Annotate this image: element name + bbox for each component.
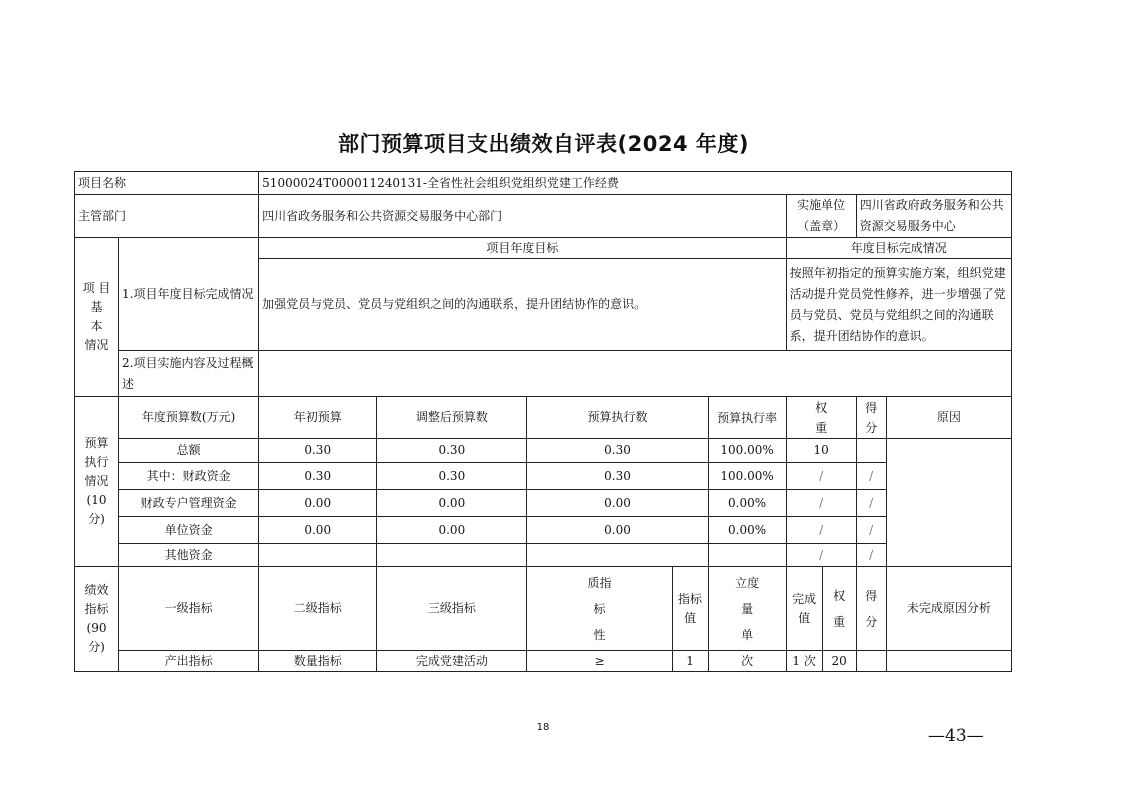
budget-row-adjusted: 0.30 bbox=[377, 463, 527, 490]
budget-score-header: 得 分 bbox=[856, 397, 886, 439]
budget-row-rate: 0.00% bbox=[708, 490, 786, 517]
budget-row-executed: 0.30 bbox=[527, 463, 708, 490]
annual-goal-text: 加强党员与党员、党员与党组织之间的沟通联系，提升团结协作的意识。 bbox=[259, 259, 786, 351]
perf-nature: ≥ bbox=[527, 651, 672, 672]
budget-row-weight: / bbox=[786, 517, 856, 544]
budget-row-initial: 0.30 bbox=[259, 439, 377, 463]
budget-row-adjusted bbox=[377, 544, 527, 567]
row1-label-cell bbox=[119, 238, 259, 351]
goal-completion-text: 按照年初指定的预算实施方案，组织党建活动提升党员党性修养，进一步增强了党员与党员、党员与党组织之间的沟通联系，提升团结协作的意识。 bbox=[786, 259, 1011, 351]
budget-row-name: 总额 bbox=[119, 439, 259, 463]
perf-score-header: 得 分 bbox=[856, 567, 886, 651]
budget-row-score bbox=[856, 439, 886, 463]
perf-unit-header: 立度 量 单 bbox=[708, 567, 786, 651]
budget-row-name: 其他资金 bbox=[119, 544, 259, 567]
perf-nature-header: 质指 标 性 bbox=[527, 567, 672, 651]
perf-weight: 20 bbox=[822, 651, 856, 672]
performance-section-label: 绩效 指标 (90 分) bbox=[75, 567, 119, 672]
page-title: 部门预算项目支出绩效自评表(2024 年度) bbox=[338, 132, 749, 156]
budget-row-executed bbox=[527, 544, 708, 567]
page-number: 18 bbox=[536, 722, 550, 733]
project-name-label: 项目名称 bbox=[75, 172, 259, 195]
budget-reason-cell bbox=[886, 439, 1011, 567]
budget-row-rate: 0.00% bbox=[708, 517, 786, 544]
impl-unit-label: 实施单位 （盖章） bbox=[786, 195, 856, 238]
perf-score bbox=[856, 651, 886, 672]
table-row bbox=[75, 490, 1012, 517]
budget-row-score: / bbox=[856, 463, 886, 490]
budget-row-executed: 0.30 bbox=[527, 439, 708, 463]
table-row bbox=[75, 651, 1012, 672]
budget-row-initial: 0.00 bbox=[259, 517, 377, 544]
implementation-overview-label: 2.项目实施内容及过程概述 bbox=[119, 351, 259, 397]
budget-adjusted-header: 调整后预算数 bbox=[377, 397, 527, 439]
budget-executed-header: 预算执行数 bbox=[527, 397, 708, 439]
budget-row-rate bbox=[708, 544, 786, 567]
budget-row-name: 财政专户管理资金 bbox=[119, 490, 259, 517]
perf-weight-header: 权 重 bbox=[822, 567, 856, 651]
budget-row-rate: 100.00% bbox=[708, 439, 786, 463]
budget-row-name: 其中：财政资金 bbox=[119, 463, 259, 490]
perf-level1: 产出指标 bbox=[119, 651, 259, 672]
budget-row-score: / bbox=[856, 544, 886, 567]
completion-header: 年度目标完成情况 bbox=[786, 238, 1011, 259]
budget-row-executed: 0.00 bbox=[527, 490, 708, 517]
self-evaluation-table bbox=[74, 171, 1012, 672]
department-label: 主管部门 bbox=[75, 195, 259, 238]
perf-target: 1 bbox=[672, 651, 708, 672]
budget-row-initial: 0.30 bbox=[259, 463, 377, 490]
budget-initial-header: 年初预算 bbox=[259, 397, 377, 439]
goal-header: 项目年度目标 bbox=[259, 238, 786, 259]
project-name-value: 51000024T000011240131-全省性社会组织党组织党建工作经费 bbox=[259, 172, 1012, 195]
perf-unit: 次 bbox=[708, 651, 786, 672]
perf-level1-header: 一级指标 bbox=[119, 567, 259, 651]
perf-level2-header: 二级指标 bbox=[259, 567, 377, 651]
basic-info-section-label: 项 目 基 本 情况 bbox=[75, 238, 119, 397]
perf-target-header: 指标值 bbox=[672, 567, 708, 651]
perf-analysis-header: 未完成原因分析 bbox=[886, 567, 1011, 651]
implementation-overview-value bbox=[259, 351, 1012, 397]
budget-weight-header: 权 重 bbox=[786, 397, 856, 439]
budget-row-weight: / bbox=[786, 544, 856, 567]
budget-row-initial bbox=[259, 544, 377, 567]
table-row bbox=[75, 439, 1012, 463]
budget-row-weight: / bbox=[786, 463, 856, 490]
perf-level2: 数量指标 bbox=[259, 651, 377, 672]
budget-row-weight: 10 bbox=[786, 439, 856, 463]
budget-rate-header: 预算执行率 bbox=[708, 397, 786, 439]
budget-row-adjusted: 0.30 bbox=[377, 439, 527, 463]
perf-level3: 完成党建活动 bbox=[377, 651, 527, 672]
budget-reason-header: 原因 bbox=[886, 397, 1011, 439]
budget-row-adjusted: 0.00 bbox=[377, 490, 527, 517]
budget-row-score: / bbox=[856, 490, 886, 517]
perf-level3-header: 三级指标 bbox=[377, 567, 527, 651]
budget-row-weight: / bbox=[786, 490, 856, 517]
budget-row-initial: 0.00 bbox=[259, 490, 377, 517]
footer-page-number: —43— bbox=[928, 726, 984, 746]
perf-completed-header: 完成值 bbox=[786, 567, 822, 651]
budget-row-name: 单位资金 bbox=[119, 517, 259, 544]
budget-row-score: / bbox=[856, 517, 886, 544]
perf-completed: 1 次 bbox=[786, 651, 822, 672]
table-row bbox=[75, 517, 1012, 544]
perf-analysis bbox=[886, 651, 1011, 672]
impl-unit-value: 四川省政府政务服务和公共资源交易服务中心 bbox=[856, 195, 1011, 238]
annual-goal-completion-label: 1.项目年度目标完成情况 bbox=[122, 286, 254, 301]
department-value: 四川省政务服务和公共资源交易服务中心部门 bbox=[259, 195, 786, 238]
budget-section-label: 预算 执行 情况 (10 分) bbox=[75, 397, 119, 567]
table-row bbox=[75, 463, 1012, 490]
budget-row-adjusted: 0.00 bbox=[377, 517, 527, 544]
budget-row-executed: 0.00 bbox=[527, 517, 708, 544]
table-row bbox=[75, 544, 1012, 567]
budget-row-rate: 100.00% bbox=[708, 463, 786, 490]
budget-annual-header: 年度预算数(万元) bbox=[119, 397, 259, 439]
